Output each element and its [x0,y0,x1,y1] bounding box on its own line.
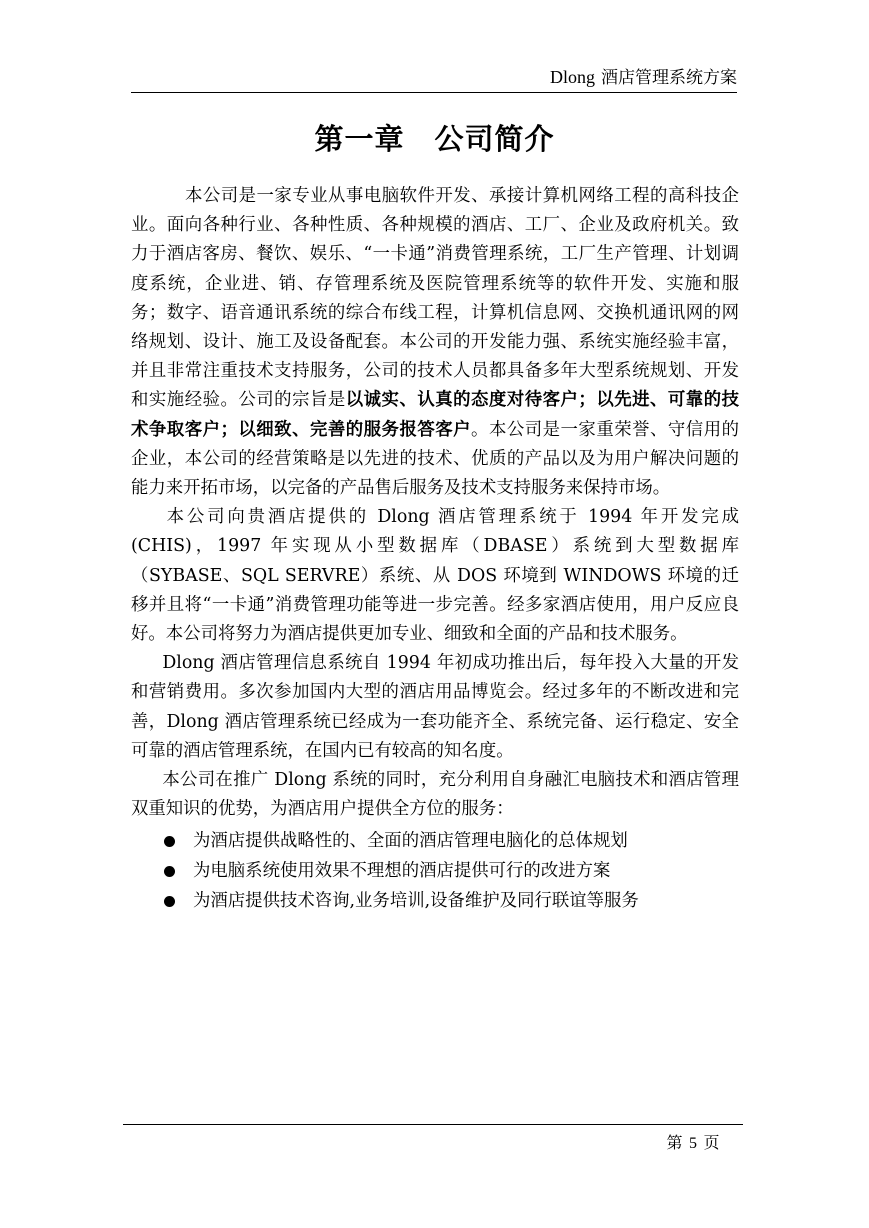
page-number: 5 [688,1135,698,1152]
list-item-text: 为酒店提供战略性的、全面的酒店管理电脑化的总体规划 [193,831,628,852]
service-list [131,826,739,916]
footer-divider [123,1124,743,1125]
page-header [131,62,737,93]
list-item-text: 为电脑系统使用效果不理想的酒店提供可行的改进方案 [193,861,611,882]
paragraph-intro [131,182,739,503]
chapter-number: 第一章 [314,122,405,156]
company-motto: 以诚实、认真的态度对待客户；以先进、可靠的技术争取客户；以细致、完善的服务报答客户 [131,390,739,440]
list-item [131,886,739,916]
paragraph-intro-text-a: 本公司是一家专业从事电脑软件开发、承接计算机网络工程的高科技企业。面向各种行业、各种性质、各种规模的酒店、工厂、企业及政府机关。致力于酒店客房、餐饮、娱乐、“一卡通”消费管理系统，工厂生产管理、计划调度系统，企业进、销、存管理系统及医院管理系统等的软件开发、实施和服务；数字、语音通讯系统的综合布线工程，计算机信息网、交换机通讯网的网络规划、设计、施工及设备配套。本公司的开发能力强、系统实施经验丰富，并且非常注重技术支持服务，公司的技术人员都具备多年大型系统规划、开发和实施经验。公司的宗旨是 [131,186,739,411]
paragraph-intro-text-b: 。本公司是一家重荣誉、守信用的企业，本公司的经营策略是以先进的技术、优质的产品以及为用户解决问题的能力来开拓市场，以完备的产品售后服务及技术支持服务来保持市场。 [131,419,739,499]
footer-prefix: 第 [666,1133,683,1152]
chapter-name: 公司简介 [434,122,555,156]
bullet-dot-icon [164,896,175,907]
paragraph-services: 本公司在推广 Dlong 系统的同时，充分利用自身融汇电脑技术和酒店管理双重知识的优势，为酒店用户提供全方位的服务： [131,770,739,820]
footer-suffix: 页 [703,1133,720,1152]
header-brand: Dlong [550,67,595,87]
chapter-title [0,117,869,161]
list-item [131,856,739,886]
header-title: 酒店管理系统方案 [601,68,737,88]
document-body [131,182,739,916]
list-item [131,826,739,856]
bullet-dot-icon [164,836,175,847]
list-item-text: 为酒店提供技术咨询,业务培训,设备维护及同行联谊等服务 [193,891,639,912]
paragraph-market: Dlong 酒店管理信息系统自 1994 年初成功推出后，每年投入大量的开发和营销费用。多次参加国内大型的酒店用品博览会。经过多年的不断改进和完善，Dlong 酒店管理系统已经成为一套功能齐全、系统完备、运行稳定、安全可靠的酒店管理系统，在国内已有较高的知名度。 [131,653,739,761]
page-footer [600,1131,720,1156]
bullet-dot-icon [164,866,175,877]
paragraph-system-history: 本公司向贵酒店提供的 Dlong 酒店管理系统于 1994 年开发完成 (CHIS)，1997 年实现从小型数据库（DBASE）系统到大型数据库（SYBASE、SQL SERVRE）系统、从 DOS 环境到 WINDOWS 环境的迁移并且将“一卡通”消费管理功能等进一步完善。经多家酒店使用，用户反应良好。本公司将努力为酒店提供更加专业、细致和全面的产品和技术服务。 [131,507,739,645]
